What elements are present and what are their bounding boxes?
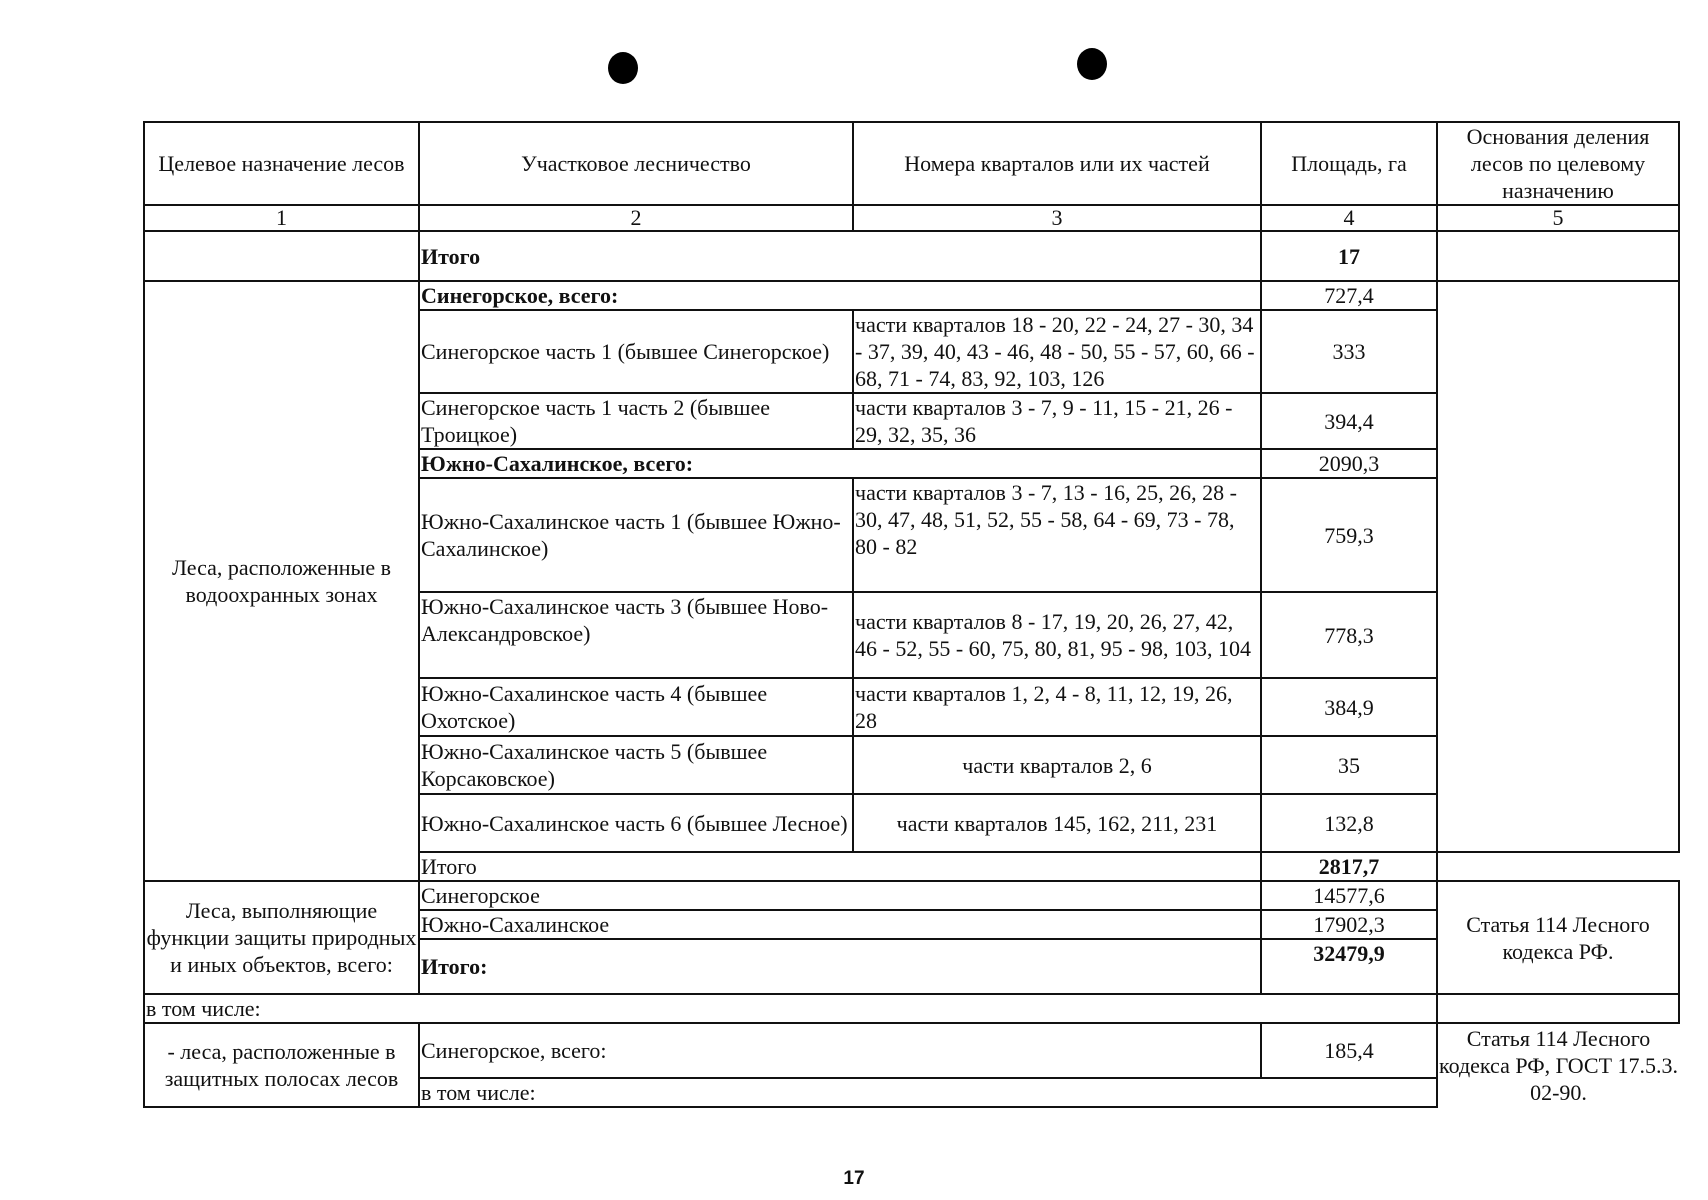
quarters-cell: части кварталов 8 - 17, 19, 20, 26, 27, 42, 46 - 52, 55 - 60, 75, 80, 81, 95 - 98, 103, 104: [853, 592, 1261, 678]
table-row: [144, 231, 1679, 281]
column-number: 4: [1261, 205, 1437, 231]
quarters-cell: части кварталов 3 - 7, 9 - 11, 15 - 21, 26 - 29, 32, 35, 36: [853, 393, 1261, 449]
itogo-top-area: 17: [1261, 231, 1437, 281]
empty-cell: [144, 231, 419, 281]
forestry-cell: Южно-Сахалинское часть 1 (бывшее Южно-Сахалинское): [419, 478, 853, 592]
belts-sinegorsk-label: Синегорское, всего:: [419, 1023, 1261, 1078]
page-number: 17: [843, 1168, 865, 1189]
purpose-protective-belts: - леса, расположенные в защитных полосах лесов: [144, 1023, 419, 1107]
water-zone-itogo-area: 2817,7: [1261, 852, 1437, 881]
water-zone-itogo-label: Итого: [419, 852, 1261, 881]
header-row: [144, 122, 1679, 205]
table-row: [144, 881, 1679, 910]
protection-itogo-label: Итого:: [419, 939, 1261, 994]
forestry-cell: Южно-Сахалинское часть 6 (бывшее Лесное): [419, 794, 853, 852]
basis-protection: Статья 114 Лесного кодекса РФ.: [1437, 881, 1679, 994]
forestry-cell: Южно-Сахалинское часть 3 (бывшее Ново-Александровское): [419, 592, 853, 678]
belts-sinegorsk-area: 185,4: [1261, 1023, 1437, 1078]
sinegorsk-total-area: 727,4: [1261, 281, 1437, 310]
area-cell: 132,8: [1261, 794, 1437, 852]
column-number-row: [144, 205, 1679, 231]
column-number: 2: [419, 205, 853, 231]
quarters-cell: части кварталов 18 - 20, 22 - 24, 27 - 30, 34 - 37, 39, 40, 43 - 46, 48 - 50, 55 - 57, 60, 66 - 68, 71 - 74, 83, 92, 103, 126: [853, 310, 1261, 393]
purpose-water-zones: Леса, расположенные в водоохранных зонах: [144, 281, 419, 881]
column-number: 1: [144, 205, 419, 231]
sinegorsk-total-label: Синегорское, всего:: [419, 281, 1261, 310]
punch-hole-right: [1077, 48, 1107, 80]
forestry-cell: Синегорское часть 1 (бывшее Синегорское): [419, 310, 853, 393]
forestry-cell: Южно-Сахалинское часть 5 (бывшее Корсаковское): [419, 736, 853, 794]
basis-protective-belts: Статья 114 Лесного кодекса РФ, ГОСТ 17.5.3. 02-90.: [1437, 1023, 1679, 1107]
header-quarters: Номера кварталов или их частей: [853, 122, 1261, 205]
table-row: [144, 1023, 1679, 1078]
protection-itogo-area: 32479,9: [1261, 939, 1437, 994]
forestry-cell: Южно-Сахалинское: [419, 910, 1261, 939]
empty-cell: [1437, 231, 1679, 281]
area-cell: 394,4: [1261, 393, 1437, 449]
forestry-cell: Южно-Сахалинское часть 4 (бывшее Охотское): [419, 678, 853, 736]
table-row: [144, 281, 1679, 310]
empty-cell: [1437, 994, 1679, 1023]
area-cell: 333: [1261, 310, 1437, 393]
header-purpose: Целевое назначение лесов: [144, 122, 419, 205]
area-cell: 759,3: [1261, 478, 1437, 592]
purpose-protection: Леса, выполняющие функции защиты природных и иных объектов, всего:: [144, 881, 419, 994]
quarters-cell: части кварталов 1, 2, 4 - 8, 11, 12, 19, 26, 28: [853, 678, 1261, 736]
empty-cell: [1437, 281, 1679, 449]
column-number: 5: [1437, 205, 1679, 231]
forest-purpose-table: [143, 121, 1680, 1108]
including-label: в том числе:: [144, 994, 1437, 1023]
forestry-cell: Синегорское часть 1 часть 2 (бывшее Троицкое): [419, 393, 853, 449]
empty-cell: [1437, 852, 1679, 881]
area-cell: 17902,3: [1261, 910, 1437, 939]
area-cell: 14577,6: [1261, 881, 1437, 910]
empty-cell: [1437, 449, 1679, 852]
table-row: [144, 994, 1679, 1023]
forestry-cell: Синегорское: [419, 881, 1261, 910]
quarters-cell: части кварталов 3 - 7, 13 - 16, 25, 26, 28 - 30, 47, 48, 51, 52, 55 - 58, 64 - 69, 73 - 78, 80 - 82: [853, 478, 1261, 592]
yuzhno-total-area: 2090,3: [1261, 449, 1437, 478]
area-cell: 384,9: [1261, 678, 1437, 736]
yuzhno-total-label: Южно-Сахалинское, всего:: [419, 449, 1261, 478]
quarters-cell: части кварталов 2, 6: [853, 736, 1261, 794]
column-number: 3: [853, 205, 1261, 231]
itogo-top-label: Итого: [419, 231, 1261, 281]
punch-hole-left: [608, 52, 638, 84]
area-cell: 35: [1261, 736, 1437, 794]
header-area: Площадь, га: [1261, 122, 1437, 205]
header-basis: Основания деления лесов по целевому назначению: [1437, 122, 1679, 205]
belts-including-label: в том числе:: [419, 1078, 1437, 1107]
header-forestry: Участковое лесничество: [419, 122, 853, 205]
area-cell: 778,3: [1261, 592, 1437, 678]
quarters-cell: части кварталов 145, 162, 211, 231: [853, 794, 1261, 852]
